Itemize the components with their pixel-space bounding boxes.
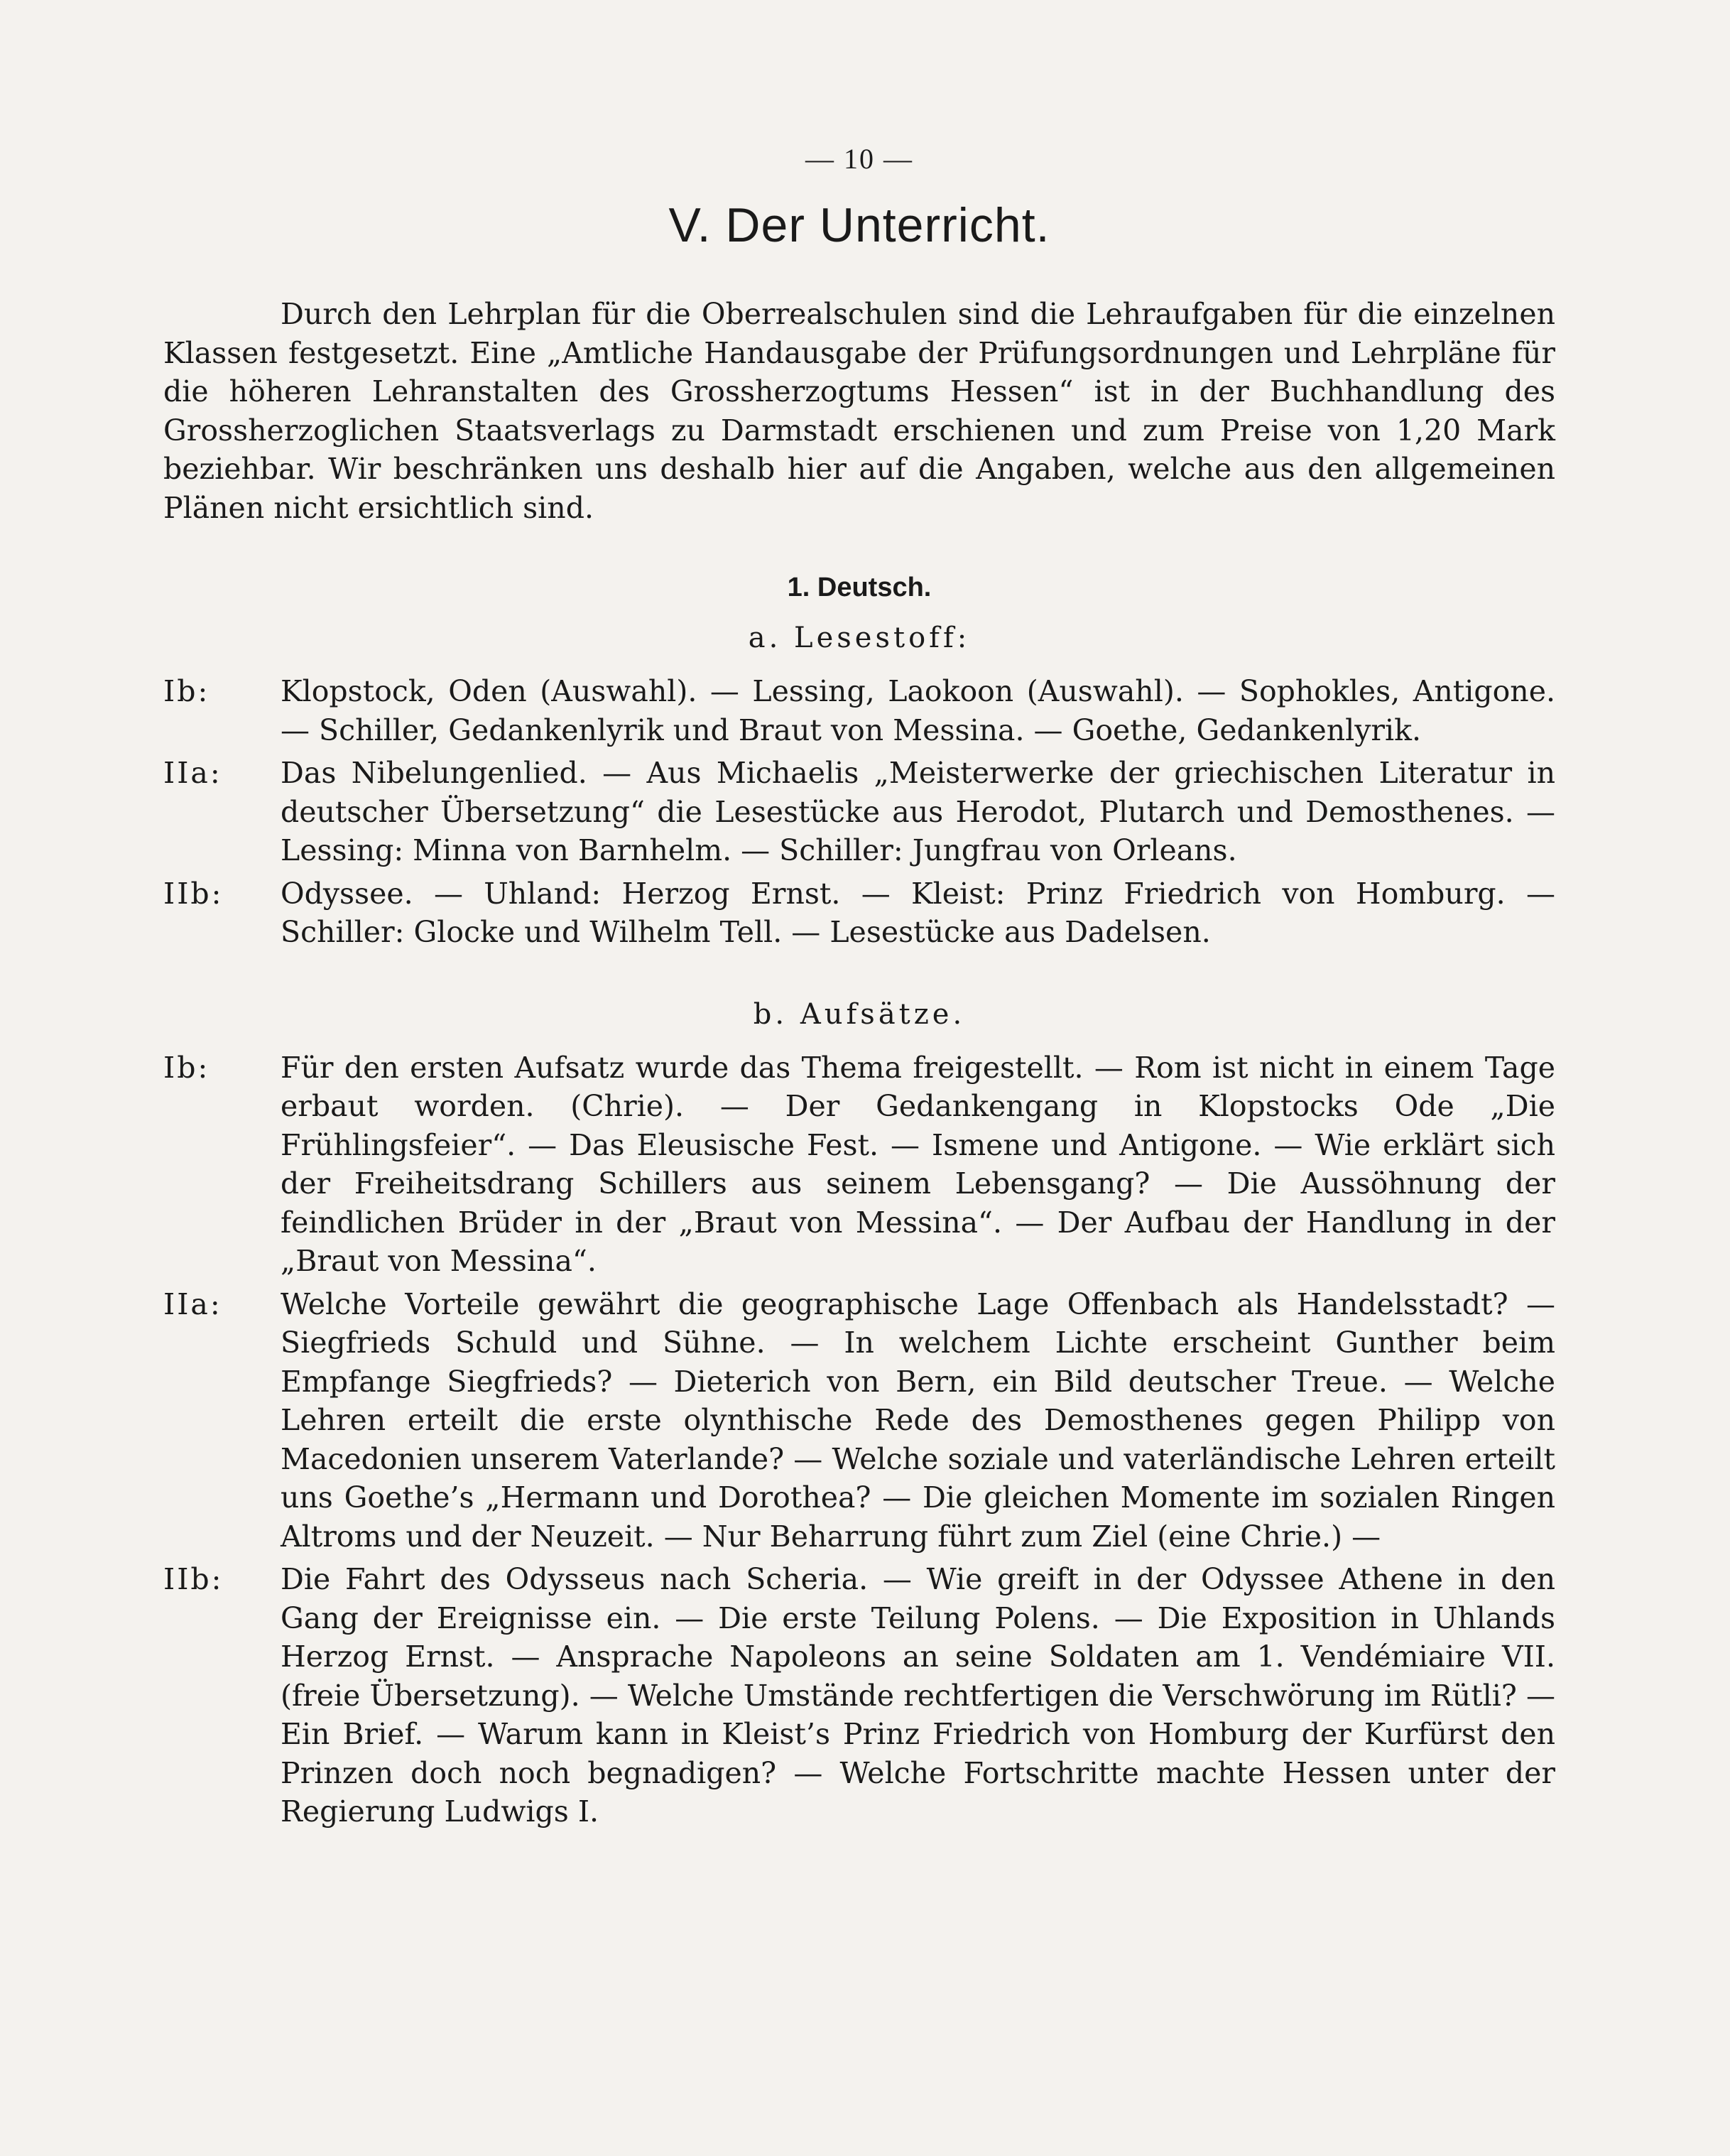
entry-text: Welche Vorteile gewährt die geographische Lage Offenbach als Handelsstadt? — Siegfrieds Schuld und Sühne. — In welchem Lichte erscheint Gunther beim Empfange Siegfrieds? — Dieterich von Bern, ein Bild deutscher Treue. — Welche Lehren erteilt die erste olynthische Rede des Demosthenes gegen Philipp von Macedonien unserem Vaterlande? — Welche soziale und vaterländische Lehren erteilt uns Goethe’s „Hermann und Dorothea? — Die gleichen Momente im sozialen Ringen Altroms und der Neuzeit. — Nur Beharrung führt zum Ziel (eine Chrie.) — <box>281 1286 1555 1554</box>
entry-text: Für den ersten Aufsatz wurde das Thema freigestellt. — Rom ist nicht in einem Tage erbaut worden. (Chrie). — Der Gedankengang in Klopstocks Ode „Die Frühlingsfeier“. — Das Eleusische Fest. — Ismene und Antigone. — Wie erklärt sich der Freiheitsdrang Schillers aus seinem Lebensgang? — Die Aussöhnung der feindlichen Brüder in der „Braut von Messina“. — Der Aufbau der Handlung in der „Braut von Messina“. <box>281 1050 1555 1278</box>
list-item <box>163 1049 1555 1281</box>
lesestoff-list <box>163 672 1555 952</box>
subsection-title-aufsaetze: b. Aufsätze. <box>753 997 966 1031</box>
page-number: — 10 — <box>805 143 913 175</box>
subsection-title-lesestoff: a. Lesestoff: <box>748 622 971 654</box>
entry-text: Das Nibelungenlied. — Aus Michaelis „Meisterwerke der griechischen Literatur in deutscher Übersetzung“ die Lesestücke aus Herodot, Plutarch und Demosthenes. — Lessing: Minna von Barnhelm. — Schiller: Jungfrau von Orleans. <box>281 756 1555 867</box>
class-label: IIa: <box>163 1286 222 1321</box>
entry-text: Klopstock, Oden (Auswahl). — Lessing, Laokoon (Auswahl). — Sophokles, Antigone. — Schiller, Gedankenlyrik und Braut von Messina. — Goethe, Gedankenlyrik. <box>281 674 1555 747</box>
chapter-title: V. Der Unterricht. <box>668 198 1050 252</box>
list-item <box>163 1560 1555 1831</box>
document-page <box>163 139 1555 1831</box>
class-label: Ib: <box>163 1050 210 1085</box>
list-item <box>163 1285 1555 1556</box>
class-label: IIb: <box>163 1562 224 1596</box>
section-title: 1. Deutsch. <box>787 573 932 602</box>
list-item <box>163 754 1555 870</box>
class-label: IIa: <box>163 756 222 790</box>
entry-text: Die Fahrt des Odysseus nach Scheria. — Wie greift in der Odyssee Athene in den Gang der Ereignisse ein. — Die erste Teilung Polens. — Die Exposition in Uhlands Herzog Ernst. — Ansprache Napoleons an seine Soldaten am 1. Vendémiaire VII. (freie Übersetzung). — Welche Umstände rechtfertigen die Verschwörung im Rütli? — Ein Brief. — Warum kann in Kleist’s Prinz Friedrich von Homburg der Kurfürst den Prinzen doch noch begnadigen? — Welche Fortschritte machte Hessen unter der Regierung Ludwigs I. <box>281 1562 1555 1829</box>
intro-paragraph: Durch den Lehrplan für die Oberrealschulen sind die Lehraufgaben für die einzelnen Klassen festgesetzt. Eine „Amtliche Handausgabe der Prüfungsordnungen und Lehrpläne für die höheren Lehranstalten des Grossherzogtums Hessen“ ist in der Buchhandlung des Grossherzoglichen Staatsverlags zu Darmstadt erschienen und zum Preise von 1,20 Mark beziehbar. Wir beschränken uns deshalb hier auf die Angaben, welche aus den allgemeinen Plänen nicht ersichtlich sind. <box>163 297 1555 525</box>
class-label: IIb: <box>163 876 224 911</box>
list-item <box>163 672 1555 749</box>
class-label: Ib: <box>163 674 210 708</box>
list-item <box>163 874 1555 952</box>
aufsaetze-list <box>163 1049 1555 1831</box>
entry-text: Odyssee. — Uhland: Herzog Ernst. — Kleist: Prinz Friedrich von Homburg. — Schiller: Glocke und Wilhelm Tell. — Lesestücke aus Dadelsen. <box>281 876 1555 949</box>
